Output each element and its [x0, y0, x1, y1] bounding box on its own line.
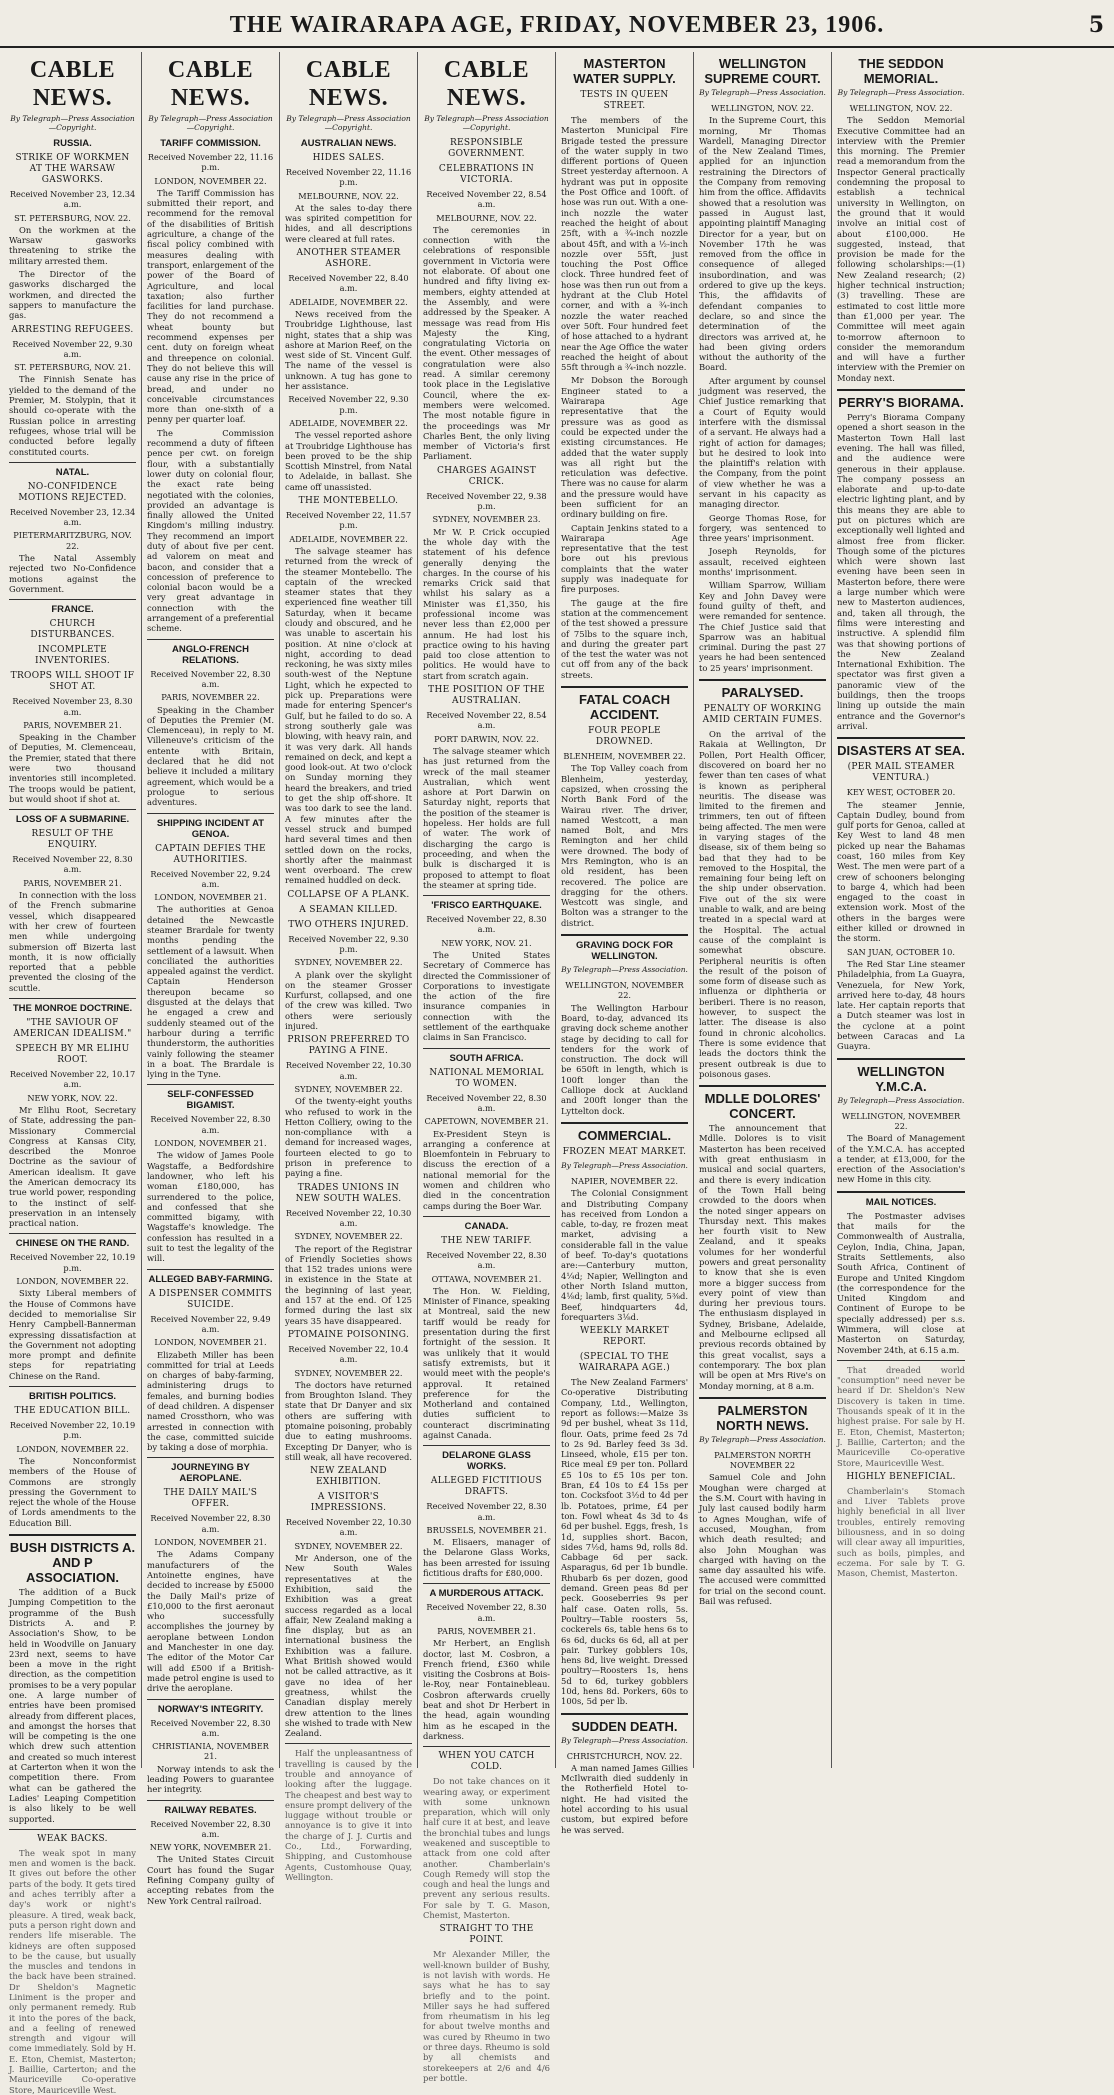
placeline: MELBOURNE, NOV. 22.: [298, 190, 399, 201]
divider: [423, 1746, 550, 1747]
paragraph: Samuel Cole and John Moughan were charged at the S.M. Court with having in July last caused bodily harm to Agnes Moughan, wife of accused, Moughan, from which death resulted; and also John Moughan was charged with having on the same day assaulted his wife. The accused were committed for trial on the second count. Bail was refused.: [699, 1472, 826, 1606]
dateline: Received November 22, 10.30 a.m.: [285, 1060, 412, 1081]
placeline: KEY WEST, OCTOBER 20.: [846, 787, 956, 798]
article-heading: BUSH DISTRICTS A. AND P ASSOCIATION.: [9, 1540, 136, 1586]
article-subheading: FROZEN MEAT MARKET.: [562, 1146, 687, 1157]
paragraph: The doctors have returned from Broughton Island. They state that Dr Danyer and six others are suffering with ptomaine poisoning, probably due to eating mushrooms. Excepting Dr Danyer, who is still weak, all have recovered.: [285, 1379, 412, 1462]
article-subheading: TESTS IN QUEEN STREET.: [580, 90, 669, 111]
article-heading: LOSS OF A SUBMARINE.: [15, 814, 130, 826]
divider: [9, 1534, 136, 1536]
placeline: WELLINGTON, NOV. 22.: [849, 103, 953, 113]
paragraph: The addition of a Buck Jumping Competition to the programme of the Bush Districts A. and P. Association's Show, to be held in Woodville on January 23rd next, seems to have been a move in the right direction, as the competition promises to be a very popular one. A large number of entries have been promised already from different places, and amongst the horses that will be competing is the one which drew such attention and created so much interest at Carterton when it won the competition there. From what can be gathered the Ladies' Leaping Competition is also likely to be well supported.: [9, 1587, 136, 1824]
article-subheading: NATIONAL MEMORIAL TO WOMEN.: [429, 1067, 544, 1089]
paragraph: The Top Valley coach from Blenheim, yesterday, capsized, when crossing the North Bank Ford of the Wairau river. The driver, named Westcott, a man named Bolt, and Mrs Remington and her child were drowned. The body of Mrs Remington, who is an old resident, has been recovered. The police are dragging for the others. Westcott was single, and Bolton was a stranger to the district.: [561, 763, 688, 928]
dateline: Received November 22, 8.30 a.m.: [150, 1114, 271, 1135]
paragraph: The Colonial Consignment and Distributing Company has received from London a cable, to-day, re frozen meat market, advising a considerable fall in the value of beef. To-day's quotations are:—Canterbury mutton, 4¼d; Napier, Wellington and other North Island mutton, 4⅛d; lamb, first quality, 5⅜d. Beef, hindquarters 4d, forequarters 3⅛d.: [561, 1188, 688, 1322]
article-heading: A MURDEROUS ATTACK.: [429, 1588, 544, 1600]
dateline: Received November 22, 8.30 a.m.: [426, 1092, 547, 1113]
article-heading: GRAVING DOCK FOR WELLINGTON.: [576, 940, 673, 963]
placeline: PORT DARWIN, NOV. 22.: [434, 733, 539, 744]
placeline: WELLINGTON, NOVEMBER 22.: [565, 980, 684, 1001]
divider: [147, 813, 274, 814]
article-subheading: A DISPENSER COMMITS SUICIDE.: [148, 1288, 273, 1310]
article-heading: SOUTH AFRICA.: [449, 1052, 524, 1064]
advertisement-heading: HIGHLY BENEFICIAL.: [846, 1471, 956, 1482]
article-heading: 'FRISCO EARTHQUAKE.: [431, 900, 542, 912]
column-1: [4, 52, 142, 2095]
paragraph: After argument by counsel judgment was reserved, the Chief Justice remarking that a Court of Equity would interfere with the dismissal of a servant. He always had a right of action for damages; but he desired to look into the plaintiff's relation with the Company, from the point of view whether he was a servant in his capacity as managing director.: [699, 375, 826, 510]
byline: By Telegraph—Press Association.: [561, 965, 688, 975]
article-heading: RUSSIA.: [53, 138, 92, 149]
divider: [837, 1058, 965, 1060]
divider: [9, 1386, 136, 1387]
divider: [423, 895, 550, 896]
article-heading: FATAL COACH ACCIDENT.: [579, 692, 670, 723]
article-subheading: ANOTHER STEAMER ASHORE.: [296, 248, 401, 270]
placeline: SYDNEY, NOVEMBER 22.: [294, 1540, 403, 1551]
paragraph: Mr Anderson, one of the New South Wales representatives at the Exhibition, said the Exhibition was a great success regarded as a local affair, New Zealand making a fine display, but as an international business the Exhibition was a failure. What British showed would not be called attractive, as it gave no idea of her greatness, whilst the Canadian display merely drew attention to the lines she wished to trade with New Zealand.: [285, 1553, 412, 1739]
placeline: PIETERMARITZBURG, NOV. 22.: [13, 530, 132, 551]
paragraph: On the workmen at the Warsaw gasworks threatening to strike the military arrested them.: [9, 224, 136, 266]
article-subheading: WEEKLY MARKET REPORT.: [579, 1326, 669, 1348]
dateline: Received November 22, 8.30 a.m.: [150, 668, 271, 689]
dateline: Received November 22, 8.30 a.m.: [426, 1501, 547, 1522]
dateline: Received November 22, 11.57 p.m.: [285, 510, 412, 531]
placeline: SAN JUAN, OCTOBER 10.: [847, 946, 955, 957]
paragraph: Mr W. P. Crick occupied the whole day with the statement of his defence generally denying the charges. In the course of his remarks Crick said that whilst his salary as a Minister was £1,350, his professional income was never less than £2,000 per annum. He had lost his practice owing to his having paid too close attention to politics. He would have to start from scratch again.: [423, 526, 550, 681]
article-subheading: CHURCH DISTURBANCES.: [30, 619, 115, 641]
paragraph: The widow of James Poole Wagstaffe, a Bedfordshire landowner, who left his woman £180,000, has surrendered to the police, and confessed that she committed bigamy, with Wagstaffe's knowledge. The confession has resulted in a suit to test the legality of the will.: [147, 1150, 274, 1264]
article-subheading: "THE SAVIOUR OF AMERICAN IDEALISM.": [13, 1018, 132, 1040]
paragraph: Ex-President Steyn is arranging a conference at Bloemfontein in February to discuss the erection of a national memorial for the women and children who died in the concentration camps during the Boer War.: [423, 1128, 550, 1211]
paragraph: In connection with the loss of the French submarine vessel, which disappeared with her crew of fourteen men while undergoing submersion off Bizerta last month, it is now officially reported that a pebble prevented the closing of the scuttle.: [9, 890, 136, 993]
dateline: Received November 22, 10.17 a.m.: [9, 1069, 136, 1090]
article-heading: MDLLE DOLORES' CONCERT.: [704, 1091, 821, 1122]
paragraph: The authorities at Genoa detained the Newcastle steamer Brardale for twenty months pending the settlement of a lawsuit. When conciliated the authorities appealed against the verdict. Captain Henderson thereupon became so disgusted at the delays that he engaged a crew and suddenly steamed out of the harbour during a terrific thunderstorm, the authorities vainly following the steamer in a boat. The Brardale is lying in the Tyne.: [147, 904, 274, 1080]
byline: By Telegraph—Press Association.: [837, 88, 965, 97]
article-subheading: NEW ZEALAND EXHIBITION.: [310, 1466, 387, 1488]
paragraph: Captain Jenkins stated to a Wairarapa Age representative that the test bore out his previous complaints that the water supply was inadequate for fire purposes.: [561, 522, 688, 595]
article-subheading: A SEAMAN KILLED.: [299, 904, 398, 915]
article-subheading: NO-CONFIDENCE MOTIONS REJECTED.: [18, 481, 127, 503]
article-subheading: TRADES UNIONS IN NEW SOUTH WALES.: [295, 1182, 402, 1204]
masthead-title: THE WAIRARAPA AGE, FRIDAY, NOVEMBER 23, 1906.: [229, 12, 885, 38]
paragraph: The Board of Management of the Y.M.C.A. has accepted a tender, at £13,000, for the erection of the Association's new Home in this city.: [837, 1133, 965, 1185]
column-6: [694, 52, 832, 1768]
paragraph: The Seddon Memorial Executive Committee had an interview with the Premier this morning. The Premier read a memorandum from the Inspector General practically condemning the proposal to establish a technical university in Wellington, on the ground that it would involve an initial cost of about £100,000. He suggested, instead, that provision be made for the following scholarships:—(1) New Zealand research; (2) higher technical instruction; (3) travelling. These are estimated to cost little more than £1,000 per year. The Committee will meet again to-morrow afternoon to consider the memorandum and will have a further interview with the Premier on Monday next.: [837, 115, 965, 383]
article-heading: DISASTERS AT SEA.: [837, 743, 965, 759]
article-subheading: INCOMPLETE INVENTORIES.: [35, 645, 110, 667]
dateline: Received November 22, 8.30 a.m.: [150, 1513, 271, 1534]
divider: [9, 599, 136, 600]
column-heading: WELLINGTON SUPREME COURT.: [704, 56, 821, 86]
dateline: Received November 22, 9.49 a.m.: [150, 1313, 271, 1334]
byline: By Telegraph—Press Association.: [561, 1160, 688, 1170]
article-subheading: ALLEGED FICTITIOUS DRAFTS.: [430, 1476, 543, 1498]
divider: [423, 1583, 550, 1584]
dateline: Received November 22, 10.30 a.m.: [285, 1207, 412, 1228]
advertisement-text: Half the unpleasantness of travelling is caused by the trouble and annoyance of looking after the luggage. The cheapest and best way to ensure prompt delivery of the luggage without trouble or annoyance is to give it into the charge of J. J. Curtis and Co., Ltd., Forwarding, Shipping, and Customhouse Agents, Customhouse Quay, Wellington.: [285, 1748, 412, 1882]
divider: [423, 1445, 550, 1446]
dateline: Received November 22, 8.54 a.m.: [426, 710, 547, 731]
divider: [9, 1829, 136, 1830]
placeline: PALMERSTON NORTH NOVEMBER 22: [714, 1449, 811, 1471]
divider: [561, 934, 688, 936]
paragraph: Speaking in the Chamber of Deputies, M. Clemenceau, the Premier, stated that there were two thousand inventories still incompleted. The troops would be patient, but would shoot if shot at.: [9, 732, 136, 804]
dateline: Received November 22, 10.4 a.m.: [288, 1343, 409, 1365]
paragraph: Elizabeth Miller has been committed for trial at Leeds on charges of baby-farming, administering drugs to females, and burning bodies of dead children. A dispenser named Crossthorn, who was arrested in connection with the case, committed suicide by taking a dose of morphia.: [147, 1349, 274, 1453]
paragraph: The ceremonies in connection with the celebrations of responsible government in Victoria were not elaborate. Of about one hundred and fifty living ex-members, eighty attended at the Assembly, and were addressed by the Speaker. A message was read from His Majesty the King, congratulating Victoria on the event. Other messages of congratulation were also read. A similar ceremony took place in the Legislative Council, where the ex-members were welcomed. The most notable figure in the proceedings was Mr Charles Bent, the only living member of Victoria's first Parliament.: [423, 224, 550, 462]
paragraph: The United States Secretary of Commerce has directed the Commissioner of Corporations to investigate the action of the fire insurance companies in connection with the settlement of the earthquake claims in San Francisco.: [423, 950, 550, 1043]
article-subheading: A VISITOR'S IMPRESSIONS.: [310, 1492, 387, 1514]
dateline: Received November 22, 10.30 a.m.: [285, 1517, 412, 1538]
article-heading: PERRY'S BIORAMA.: [838, 395, 964, 411]
article-subheading: HIDES SALES.: [312, 153, 385, 163]
placeline: NEW YORK, NOVEMBER 21.: [149, 1842, 272, 1853]
dateline: Received November 23, 12.34 a.m.: [9, 506, 136, 528]
article-subheading: COLLAPSE OF A PLANK.: [287, 889, 410, 900]
paragraph: Mr Elihu Root, Secretary of State, addressing the pan-Missionary Commercial Congress at Kansas City, described the Monroe Doctrine as the saviour of American idealism. It gave the American democracy its true world power, responding to the instinct of self-preservation in an intensely practical nation.: [9, 1104, 136, 1229]
paragraph: The Nonconformist members of the House of Commons are strongly pressing the Government to reject the whole of the House of Lords amendments to the Education Bill.: [9, 1455, 136, 1528]
article-heading: RAILWAY REBATES.: [164, 1804, 257, 1816]
paragraph: The Wellington Harbour Board, to-day, advanced its graving dock scheme another stage by deciding to call for tenders for the work of construction. The dock will be 650ft in length, which is 100ft longer than the Calliope dock at Auckland and 200ft longer than the Lyttelton dock.: [561, 1002, 688, 1116]
placeline: PARIS, NOVEMBER 22.: [161, 692, 260, 703]
article-subheading: RESULT OF THE ENQUIRY.: [31, 829, 114, 851]
article-subheading: SPEECH BY MR ELIHU ROOT.: [15, 1044, 130, 1066]
advertisement-text: Chamberlain's Stomach and Liver Tablets prove highly beneficial in all liver troubles, entirely removing biliousness, and in so doing will clear away all impurities, such as boils, pimples, and eczema. For sale by T. G. Mason, Chemist, Masterton.: [837, 1485, 965, 1579]
divider: [9, 462, 136, 463]
divider: [147, 1800, 274, 1801]
article-subheading: TWO OTHERS INJURED.: [288, 919, 409, 930]
placeline: MELBOURNE, NOV. 22.: [436, 212, 537, 223]
article-heading: THE MONROE DOCTRINE.: [12, 1003, 133, 1015]
article-heading: NORWAY'S INTEGRITY.: [157, 1703, 264, 1715]
article-subheading: STRIKE OF WORKMEN AT THE WARSAW GASWORKS.: [15, 153, 130, 185]
divider: [699, 1085, 826, 1087]
placeline: SYDNEY, NOVEMBER 22.: [294, 957, 403, 968]
paragraph: The report of the Registrar of Friendly Societies shows that 152 trades unions were in existence in the State at the beginning of last year, and 157 at the end. Of 125 formed during the last six years 35 have disappeared.: [285, 1243, 412, 1326]
paragraph: The Tariff Commission has submitted their report, and recommend for the removal of the disabilities of British agriculture, a change of the fiscal policy combined with measures dealing with transport, enlargement of the power of the Board of Agriculture, and local taxation; also further facilities for land purchase. They do not recommend a wheat bounty but recommend expenses per cent. duty on foreign wheat and threepence on colonial. They do not believe this will cause any rise in the price of bread, and under no conceivable circumstances more than one-sixth of a penny per quarter loaf.: [147, 187, 274, 425]
article-heading: MAIL NOTICES.: [865, 1196, 937, 1208]
placeline: NEW YORK, NOV. 21.: [441, 937, 532, 948]
placeline: LONDON, NOVEMBER 21.: [154, 1337, 267, 1348]
article-heading: FRANCE.: [51, 604, 94, 616]
paragraph: William Sparrow, William Key and John Davey were found guilty of theft, and were remanded for sentence. The Chief Justice said that Sparrow was an habitual criminal. During the past 27 years he had been sentenced to 25 years' imprisonment.: [699, 580, 826, 673]
paragraph: In the Supreme Court, this morning, Mr Thomas Wardell, Managing Director of the New Zealand Times, applied for an injunction restraining the Directors of the Company from removing him from the office. Affidavits showed that a resolution was passed in August last, appointing plaintiff Managing Director for a year, but on November 17th he was removed from the office in consequence of alleged insubordination, and was ordered to give up the keys. This, the affidavits of defendant companies to declare, so and since the determination of the directors was arrived at, he had been giving orders without the authority of the Board.: [699, 115, 826, 373]
paragraph: Sixty Liberal members of the House of Commons have decided to memorialise Sir Henry Campbell-Bannerman expressing dissatisfaction at the Government not adopting more prompt and definite steps for repatriating Chinese on the Rand.: [9, 1288, 136, 1381]
column-heading: CABLE NEWS.: [167, 57, 254, 111]
paragraph: The United States Circuit Court has found the Sugar Refining Company guilty of accepting rebates from the New York Central railroad.: [147, 1854, 274, 1906]
dateline: Received November 22, 8.54 a.m.: [426, 189, 547, 210]
divider: [423, 1216, 550, 1217]
dateline: Received November 23, 8.30 a.m.: [12, 696, 133, 717]
page-number: 5: [1088, 12, 1104, 38]
article-heading: ALLEGED BABY-FARMING.: [148, 1273, 273, 1285]
article-subheading: THE MONTEBELLO.: [298, 496, 399, 507]
advertisement-heading: WHEN YOU CATCH COLD.: [438, 1751, 535, 1773]
column-heading: MASTERTON WATER SUPPLY.: [573, 56, 676, 86]
column-3: [280, 52, 418, 1882]
article-heading: WELLINGTON Y.M.C.A.: [857, 1063, 945, 1094]
placeline: ADELAIDE, NOVEMBER 22.: [289, 533, 408, 544]
byline: By Telegraph—Press Association.: [837, 1095, 965, 1105]
divider: [837, 1360, 965, 1361]
paragraph: The Commission recommend a duty of fifteen pence per cwt. on foreign flour, with a substantially lower duty on colonial flour, the exact rate being negotiated with the colonies, provided an advantage is finally allowed the United Kingdom's milling industry. They recommend an import duty of about five per cent. ad valorem on meat and bacon, and consider that a concession of preference to colonial bacon would be a very great advantage in connection with the arrangement of a preferential scheme.: [147, 427, 274, 634]
masthead: [0, 12, 1114, 48]
byline: By Telegraph—Press Association—Copyright.: [148, 114, 273, 132]
divider: [837, 1191, 965, 1193]
article-heading: PALMERSTON NORTH NEWS.: [716, 1402, 809, 1433]
divider: [147, 1699, 274, 1700]
placeline: LONDON, NOVEMBER 21.: [154, 1138, 267, 1149]
placeline: PARIS, NOVEMBER 21.: [23, 877, 122, 888]
paragraph: The New Zealand Farmers' Co-operative Distributing Company, Ltd., Wellington, report as follows:—Maize 3s 9d per bushel, wheat 3s 11d, flour. Oats, prime feed 2s 7d to 2s 9d. Barley feed 3s 3d. Linseed, whole, £15 per ton. Rice meal £9 per ton. Pollard £5 10s to £5 10s per ton. Bran, £4 10s to £4 15s per ton. Cocksfoot 3½d to 4d per lb. Potatoes, prime, £4 per ton. Fowl wheat 4s 3d to 4s 6d per bushel. Eggs, fresh, 1s 1d, supplies short. Bacon, sides 7½d, hams 9d, rolls 8d. Cabbage 6d per sack. Asparagus, 6d per 1b bundle. Rhubarb 6s per dozen, good demand. Green peas 8d per peck. Gooseberries 9s per half case. Oaten rolls, 5s. Poultry—Table roosters 5s, cockerels 6s, table hens 6s to 6s 6d, ducks 6s 6d, all at per pair. Turkey gobblers 10s, hens 8d, live weight. Dressed poultry—Roosters 1s, hens 5d to 6d, turkey gobblers 10d, hens 8d. Porkers, 60s to 100s, 5d per lb.: [561, 1377, 688, 1707]
advertisement-text: Do not take chances on it wearing away, or experiment with some unknown preparation, which will only half cure it at best, and leave the bronchial tubes and lungs weakened and susceptible to attack from one cold after another. Chamberlain's Cough Remedy will stop the cough and heal the lungs and prevent any serious results. For sale by T. G. Mason, Chemist, Masterton.: [423, 1776, 550, 1921]
dateline: Received November 22, 8.30 a.m.: [12, 854, 133, 875]
paragraph: The Director of the gasworks discharged the workmen, and directed the sappers to manufacture the gas.: [9, 269, 136, 321]
dateline: Received November 22, 9.30 p.m.: [288, 933, 409, 954]
dateline: Received November 22, 10.19 p.m.: [9, 1420, 136, 1441]
column-heading: CABLE NEWS.: [29, 57, 116, 111]
article-subheading: CAPTAIN DEFIES THE AUTHORITIES.: [155, 843, 266, 865]
dateline: Received November 22, 8.30 a.m.: [426, 1602, 547, 1623]
placeline: NEW YORK, NOV. 22.: [27, 1092, 118, 1103]
placeline: BRUSSELS, NOVEMBER 21.: [426, 1524, 547, 1535]
placeline: CHRISTIANIA, NOVEMBER 21.: [152, 1741, 269, 1762]
placeline: SYDNEY, NOVEMBER 23.: [432, 514, 541, 525]
column-heading: THE SEDDON MEMORIAL.: [858, 56, 944, 86]
article-heading: TARIFF COMMISSION.: [160, 138, 261, 149]
divider: [9, 1233, 136, 1234]
dateline: Received November 22, 9.24 a.m.: [150, 868, 271, 889]
paragraph: The Red Star Line steamer Philadelphia, from La Guayra, Venezuela, for New York, arrived here to-day, 48 hours late. Her captain reports that a Dutch steamer was lost in the cyclone at a point between Caracas and La Guayra.: [837, 958, 965, 1052]
divider: [699, 679, 826, 681]
column-2: [142, 52, 280, 1906]
column-7: [832, 52, 970, 1768]
paragraph: The Postmaster advises that mails for the Commonwealth of Australia, Ceylon, India, China, Japan, Straits Settlements, also South Africa, Continent of Europe and United Kingdom (the correspondence for the United Kingdom and Continent of Europe to be specially addressed) per s.s. Wimmera, will close at Masterton on Saturday, November 24th, at 6.15 a.m.: [837, 1210, 965, 1355]
article-heading: COMMERCIAL.: [577, 1127, 672, 1143]
paragraph: The Natal Assembly rejected two No-Confidence motions against the Government.: [9, 553, 136, 594]
article-subheading: PTOMAINE POISONING.: [287, 1329, 410, 1340]
article-subheading: THE DAILY MAIL'S OFFER.: [163, 1488, 258, 1510]
article-subheading: THE NEW TARIFF.: [441, 1235, 532, 1246]
paragraph: George Thomas Rose, for forgery, was sentenced to three years' imprisonment.: [699, 512, 826, 544]
divider: [147, 1084, 274, 1085]
byline: By Telegraph—Press Association.: [561, 1735, 688, 1745]
divider: [699, 1397, 826, 1399]
paragraph: The gauge at the fire station at the commencement of the test showed a pressure of 75lbs to the square inch, and during the greater part of the test the water was not cut off from any of the back streets.: [561, 597, 688, 680]
placeline: LONDON, NOVEMBER 21.: [154, 1537, 267, 1548]
dateline: Received November 22, 8.30 a.m.: [150, 1717, 271, 1738]
article-heading: CANADA.: [464, 1220, 509, 1232]
advertisement-text: Mr Alexander Miller, the well-known builder of Bushy, is not lavish with words. He says what he has to say briefly and to the point. Miller says he had suffered from rheumatism in his leg for about twelve months and was cured by Rheumo in two or three days. Rheumo is sold by all chemists and storekeepers at 2/6 and 4/6 per bottle.: [423, 1949, 550, 2083]
article-heading: ANGLO-FRENCH RELATIONS.: [171, 643, 250, 666]
paragraph: Mr Herbert, an English doctor, last M. Cosbron, a French friend, £360 while visiting the Cosbrons at Bois-le-Roy, near Fontainebleau. Cosbron afterwards cruelly beat and shot Dr Herbert in the head, again wounding him as he escaped in the darkness.: [423, 1638, 550, 1741]
divider: [837, 737, 965, 739]
dateline: Received November 22, 8.30 a.m.: [426, 1249, 547, 1271]
article-subheading: THE EDUCATION BILL.: [14, 1406, 131, 1417]
placeline: LONDON, NOVEMBER 21.: [154, 892, 267, 903]
paragraph: Of the twenty-eight youths who refused to work in the Hetton Colliery, owing to the non-compliance with a demand for increased wages, fourteen elected to go to prison in preference to paying a fine.: [285, 1096, 412, 1179]
article-heading: JOURNEYING BY AEROPLANE.: [171, 1462, 250, 1485]
placeline: LONDON, NOVEMBER 22.: [154, 175, 267, 186]
dateline: Received November 22, 8.30 a.m.: [150, 1818, 271, 1839]
column-heading: CABLE NEWS.: [305, 57, 392, 111]
dateline: Received November 22, 10.19 p.m.: [9, 1252, 136, 1273]
dateline: Received November 23, 12.34 a.m.: [9, 189, 136, 210]
placeline: PARIS, NOVEMBER 21.: [437, 1625, 536, 1636]
article-subheading: (PER MAIL STEAMER VENTURA.): [847, 762, 955, 784]
placeline: CHRISTCHURCH, NOV. 22.: [566, 1750, 683, 1761]
placeline: ST. PETERSBURG, NOV. 21.: [14, 362, 131, 373]
article-heading: SHIPPING INCIDENT AT GENOA.: [156, 817, 265, 840]
placeline: WELLINGTON, NOV. 22.: [711, 103, 814, 113]
article-subheading: THE POSITION OF THE AUSTRALIAN.: [428, 685, 545, 707]
paragraph: The announcement that Mdlle. Dolores is to visit Masterton has been received with great enthusiasm in musical and social quarters, and there is every indication of the Town Hall being crowded to the doors when the noted singer appears on Thursday next. This makes her fourth visit to New Zealand, and it speaks volumes for her wonderful powers and great personality to know that she is even more a bigger success from every point of view than during her previous tours. The enthusiasm displayed in Sydney, Brisbane, Adelaide, and Melbourne eclipsed all previous records obtained by this great vocalist, says a contemporary. The box plan will be open at Mrs Rive's on Monday morning, at 8 a.m.: [699, 1123, 826, 1391]
byline: By Telegraph—Press Association—Copyright.: [424, 114, 549, 132]
article-heading: BRITISH POLITICS.: [28, 1391, 117, 1403]
paragraph: The steamer Jennie, Captain Dudley, bound from gulf ports for Genoa, called at Key West to land 48 men picked up near the Bahamas coast, 160 miles from Key West. The men were part of a crew of schooners belonging to barge 4, which had been engaged to the coast in extension work. Most of the others in the barges were either killed or drowned in the storm.: [837, 799, 965, 944]
divider: [561, 686, 688, 688]
dateline: Received November 22, 9.30 a.m.: [12, 338, 133, 359]
article-heading: NATAL.: [55, 466, 90, 478]
placeline: ADELAIDE, NOVEMBER 22.: [289, 296, 408, 307]
paragraph: News received from the Troubridge Lighthouse, last night, states that a ship was ashore at Marion Reef, on the west side of St. Vincent Gulf. The name of the vessel is unknown. A tug has gone to her assistance.: [285, 308, 412, 392]
divider: [9, 998, 136, 999]
advertisement-text: The weak spot in many men and women is the back. It gives out before the other parts of the body. It gets tired and aches terribly after a day's work or night's pleasure. A tired, weak back, puts a person right down and renders life miserable. The kidneys are often supposed to be the cause, but usually the muscles and tendons in the back have been strained. Dr Sheldon's Magnetic Liniment is the proper and only permanent remedy. Rub it into the pores of the back, and a feeling of renewed strength and vigour will come immediately. Sold by H. E. Eton, Chemist, Masterton; J. Baillie, Carterton; and the Mauriceville Co-operative Store, Mauriceville West.: [9, 1847, 136, 2095]
placeline: SYDNEY, NOVEMBER 22.: [294, 1083, 403, 1094]
article-heading: DELARONE GLASS WORKS.: [442, 1450, 531, 1473]
article-heading: CHINESE ON THE RAND.: [15, 1238, 130, 1250]
article-subheading: CELEBRATIONS IN VICTORIA.: [438, 164, 535, 185]
article-heading: RESPONSIBLE GOVERNMENT.: [448, 138, 525, 159]
advertisement-heading: WEAK BACKS.: [37, 1833, 108, 1844]
paragraph: The salvage steamer which has just returned from the wreck of the mail steamer Australian, which went ashore at Port Darwin on Saturday night, reports that the position of the steamer is hopeless. Her holds are full of water. The work of discharging the cargo is proceeding, and when the bulk is discharged it is proposed to attempt to float the steamer at spring tide.: [423, 745, 550, 890]
paragraph: At the sales to-day there was spirited competition for hides, and all descriptions were cleared at full rates.: [285, 202, 412, 244]
paragraph: Speaking in the Chamber of Deputies the Premier (M. Clemenceau), in reply to M. Villeneuve's criticism of the entente with Britain, declared that he did not believe it included a military agreement, which would be a prologue to serious adventures.: [147, 704, 274, 808]
divider: [147, 1457, 274, 1458]
paragraph: The vessel reported ashore at Troubridge Lighthouse has been proved to be the ship Scottish Minstrel, from Natal to Adelaide, in ballast. She came off unassisted.: [285, 430, 412, 492]
paragraph: M. Elisaers, manager of the Delarone Glass Works, has been arrested for issuing fictitious drafts for £80,000.: [423, 1537, 550, 1579]
placeline: ADELAIDE, NOVEMBER 22.: [289, 417, 408, 428]
byline: By Telegraph—Press Association—Copyright.: [286, 114, 411, 132]
placeline: LONDON, NOVEMBER 22.: [16, 1276, 129, 1287]
divider: [561, 1713, 688, 1715]
article-heading: SUDDEN DEATH.: [571, 1718, 678, 1734]
placeline: SYDNEY, NOVEMBER 22.: [294, 1231, 403, 1242]
article-subheading: CHARGES AGAINST CRICK.: [436, 465, 537, 487]
byline: By Telegraph—Press Association.: [699, 88, 826, 97]
placeline: ST. PETERSBURG, NOV. 22.: [14, 212, 131, 223]
dateline: Received November 22, 11.16 p.m.: [147, 152, 274, 173]
paragraph: Norway intends to ask the leading Powers to guarantee her integrity.: [147, 1763, 274, 1795]
column-heading: CABLE NEWS.: [443, 57, 530, 111]
dateline: Received November 22, 9.38 p.m.: [426, 490, 547, 512]
article-heading: AUSTRALIAN NEWS.: [300, 138, 397, 149]
placeline: SYDNEY, NOVEMBER 22.: [294, 1367, 403, 1378]
placeline: PARIS, NOVEMBER 21.: [23, 719, 122, 730]
article-subheading: (SPECIAL TO THE WAIRARAPA AGE.): [578, 1352, 671, 1374]
divider: [9, 809, 136, 810]
paragraph: The Hon. W. Fielding, Minister of Finance, speaking at Montreal, said the new tariff would be ready for presentation during the first fortnight of the session. It was unlikely that it would satisfy extremists, but it would meet with the people's approval. It retained preference for the Motherland and contained duties sufficient to counteract discriminating against Canada.: [423, 1285, 550, 1440]
dateline: Received November 22, 11.16 p.m.: [285, 167, 412, 188]
paragraph: A plank over the skylight on the steamer Grosser Kurfurst, collapsed, and one of the crew was killed. Two others were seriously injured.: [285, 969, 412, 1032]
placeline: WELLINGTON, NOVEMBER 22.: [841, 1110, 961, 1131]
column-4: [418, 52, 556, 2083]
advertisement-heading: STRAIGHT TO THE POINT.: [439, 1924, 534, 1946]
placeline: NAPIER, NOVEMBER 22.: [571, 1175, 678, 1186]
placeline: BLENHEIM, NOVEMBER 22.: [563, 751, 686, 762]
divider: [837, 389, 965, 391]
divider: [423, 1048, 550, 1049]
paragraph: Mr Dobson the Borough Engineer stated to a Wairarapa Age representative that the pressure was as good as could be expected under the existing circumstances. He added that the water supply was all right but the reticulation was defective. There was no cause for alarm and the pressure would have been sufficient for an ordinary building on fire.: [561, 375, 688, 520]
paragraph: The Adams Company manufacturers of the Antoinette engines, have decided to increase by £5000 the Daily Mail's prize of £10,000 to the first aeronaut who successfully accomplishes the journey by aeroplane between London and Manchester in one day. The editor of the Motor Car will add £500 if a British-made petrol engine is used to drive the aeroplane.: [147, 1549, 274, 1694]
paragraph: On the arrival of the Rakaia at Wellington, Dr Pollen, Port Health Officer, discovered on board her no fewer than ten cases of what is known as peripheral neuritis. The disease was limited to the firemen and trimmers, ten out of fifteen being affected. The men were in varying stages of the disease, six of them being so bad that they had to be removed to the Hospital, the remaining four being left on the ship under observation. Five out of the six were unable to walk, and are being treated in a special ward at the Hospital. The actual cause of the complaint is somewhat obscure. Peripheral neuritis is often the result of the poison of some form of disease such as influenza or diphtheria or beriberi. There is no reason, however, to suspect the latter. The disease is also found in chronic alcoholics. There is some evidence that leads the doctors think the present outbreak is due to poisonous gases.: [699, 729, 826, 1079]
article-subheading: FOUR PEOPLE DROWNED.: [588, 726, 661, 748]
article-subheading: PENALTY OF WORKING AMID CERTAIN FUMES.: [702, 704, 823, 726]
columns: [4, 52, 1110, 2095]
divider: [285, 1743, 412, 1744]
column-5: [556, 52, 694, 1835]
byline: By Telegraph—Press Association—Copyright.: [10, 114, 135, 132]
placeline: OTTAWA, NOVEMBER 21.: [431, 1273, 542, 1284]
advertisement-text: That dreaded world "consumption" need never be heard if Dr. Sheldon's New Discovery is taken in time. Thousands speak of it in the highest praise. For sale by H. E. Eton, Chemist, Masterton; J. Baillie, Carterton; and the Mauriceville Co-operative Store, Mauriceville West.: [837, 1364, 965, 1468]
article-heading: SELF-CONFESSED BIGAMIST.: [167, 1089, 254, 1112]
article-heading: PARALYSED.: [721, 685, 804, 701]
paragraph: The members of the Masterton Municipal Fire Brigade tested the pressure of the water supply in two different portions of Queen Street yesterday afternoon. A hydrant was put in opposite the Post Office and 100ft. of hose was run out. With a one-inch nozzle the water reached the height of about 25ft, with a ¾-inch nozzle about 45ft, and with a ½-inch nozzle over 55ft, just touching the Post Office clock. Three hundred feet of hose was then run out from a hydrant at the Club Hotel corner, and with a ¾-inch nozzle the water reached over 50ft. Four hundred feet of hose attached to a hydrant near the Age Office the water reached the height of about 55ft through a ¾-inch nozzle.: [561, 115, 688, 373]
dateline: Received November 22, 9.30 p.m.: [288, 394, 409, 415]
placeline: CAPETOWN, NOVEMBER 21.: [424, 1116, 549, 1127]
placeline: LONDON, NOVEMBER 22.: [16, 1443, 129, 1454]
dateline: Received November 22, 8.30 a.m.: [426, 914, 547, 935]
article-subheading: PRISON PREFERRED TO PAYING A FINE.: [287, 1035, 410, 1057]
byline: By Telegraph—Press Association.: [699, 1434, 826, 1444]
divider: [561, 1122, 688, 1124]
paragraph: The Finnish Senate has yielded to the demand of the Premier, M. Stolypin, that it should co-operate with the Russian police in arresting refugees, whose trial will be conducted before legally constituted courts.: [9, 374, 136, 457]
article-subheading: TROOPS WILL SHOOT IF SHOT AT.: [10, 671, 135, 693]
paragraph: A man named James Gillies McIlwraith died suddenly in the Rotherfield Hotel to-night. He had visited the hotel according to his usual custom, but expired before he was served.: [561, 1762, 688, 1835]
divider: [147, 639, 274, 640]
paragraph: Joseph Reynolds, for assault, received eighteen months' imprisonment.: [699, 546, 826, 578]
divider: [147, 1269, 274, 1270]
article-subheading: ARRESTING REFUGEES.: [11, 324, 134, 335]
dateline: Received November 22, 8.40 a.m.: [288, 273, 409, 294]
paragraph: Perry's Biorama Company opened a short season in the Masterton Town Hall last evening. The hall was filled, and the audience were generous in their applause. The company possess an elaborate and up-to-date electric lighting plant, and by this means they are able to put on pictures which are exceptionally well lighted and almost free from flicker. Though some of the pictures which were shown last evening have been seen in Masterton before, there were a large number which were new to Masterton audiences, and, taken all through, the films were interesting and instructive. A splendid film was that showing portions of the New Zealand International Exhibition. The spectator was first given a panoramic view of the buildings, then the troops lining up outside the main entrance and the Governor's arrival.: [837, 412, 965, 731]
paragraph: The salvage steamer has returned from the wreck of the steamer Montebello. The captain of the wrecked steamer states that they experienced fine weather till Saturday, when it became cloudy and obscured, and he was unable to ascertain his position. At nine o'clock at night, according to dead reckoning, he was sixty miles south-west of the Neptune Light, which he expected to pick up. Preparations were made for entering Spencer's Gulf, but he failed to do so. A strong southerly gale was blowing, with heavy rain, and it was very dark. All hands remained on deck, and kept a good look-out. At two o'clock on Sunday morning they heard the breakers, and tried to get the ship off-shore. It was too dark to see the land. A few minutes after the vessel struck and bumped hard several times and then settled down on the rocks, shortly after the mainmast went overboard. The crew remained huddled on deck.: [285, 545, 412, 886]
